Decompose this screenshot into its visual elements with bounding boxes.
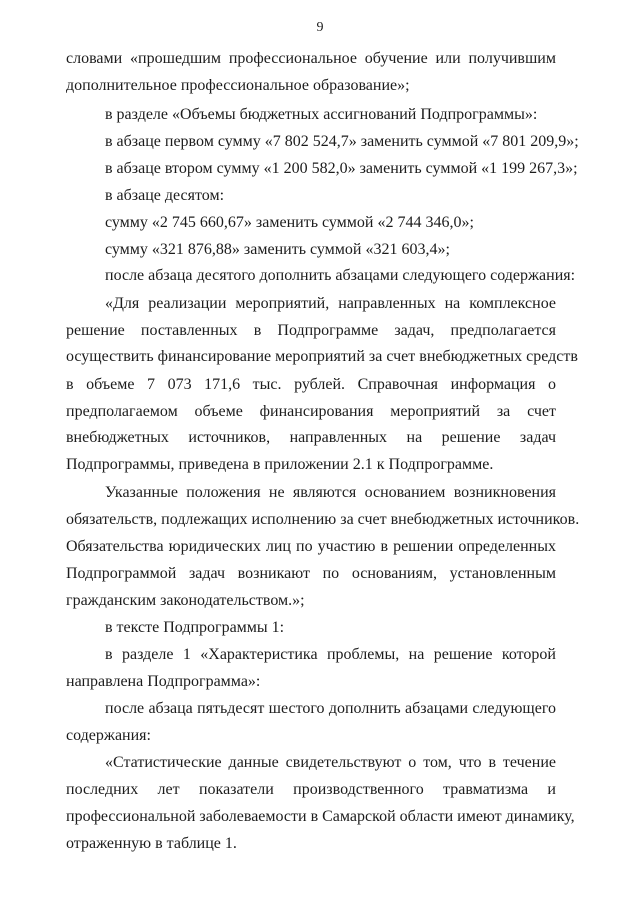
text-line: отраженную в таблице 1. xyxy=(66,835,237,852)
text-line: словами «прошедшим профессиональное обучение или получившим xyxy=(66,50,556,67)
text-line: направлена Подпрограмма»: xyxy=(66,673,261,690)
text-line: «Для реализации мероприятий, направленных на комплексное xyxy=(105,295,556,312)
text-line: последних лет показатели производственного травматизма и xyxy=(66,781,556,798)
text-line: Обязательства юридических лиц по участию в решении определенных xyxy=(66,538,556,555)
text-line: в абзаце десятом: xyxy=(105,187,225,204)
text-line: профессиональной заболеваемости в Самарской области имеют динамику, xyxy=(66,808,575,825)
text-line: Подпрограммой задач возникают по основаниям, установленным xyxy=(66,565,556,582)
text-line: дополнительное профессиональное образование»; xyxy=(66,77,410,94)
text-line: гражданским законодательством.»; xyxy=(66,592,305,609)
text-line: Подпрограммы, приведена в приложении 2.1 к Подпрограмме. xyxy=(66,456,494,473)
text-line: предполагаемом объеме финансирования мероприятий за счет xyxy=(66,403,556,420)
text-line: в объеме 7 073 171,6 тыс. рублей. Справочная информация о xyxy=(66,376,556,393)
text-line: в абзаце втором сумму «1 200 582,0» заменить суммой «1 199 267,3»; xyxy=(105,160,578,177)
text-line: в разделе «Объемы бюджетных ассигнований Подпрограммы»: xyxy=(105,106,538,123)
text-line: осуществить финансирование мероприятий за счет внебюджетных средств xyxy=(66,348,578,365)
text-line: после абзаца пятьдесят шестого дополнить абзацами следующего xyxy=(105,700,556,717)
page-number: 9 xyxy=(316,20,324,35)
text-line: «Статистические данные свидетельствуют о том, что в течение xyxy=(105,754,556,771)
text-line: сумму «2 745 660,67» заменить суммой «2 744 346,0»; xyxy=(105,214,474,231)
text-line: в тексте Подпрограммы 1: xyxy=(105,619,285,636)
text-line: внебюджетных источников, направленных на решение задач xyxy=(66,429,556,446)
text-line: обязательств, подлежащих исполнению за счет внебюджетных источников. xyxy=(66,511,580,528)
text-line: сумму «321 876,88» заменить суммой «321 603,4»; xyxy=(105,241,450,258)
text-line: Указанные положения не являются основанием возникновения xyxy=(105,484,556,501)
text-line: после абзаца десятого дополнить абзацами следующего содержания: xyxy=(105,267,576,284)
text-line: в абзаце первом сумму «7 802 524,7» заменить суммой «7 801 209,9»; xyxy=(105,133,579,150)
text-line: содержания: xyxy=(66,727,151,744)
text-line: в разделе 1 «Характеристика проблемы, на решение которой xyxy=(105,646,556,663)
text-line: решение поставленных в Подпрограмме задач, предполагается xyxy=(66,322,556,339)
